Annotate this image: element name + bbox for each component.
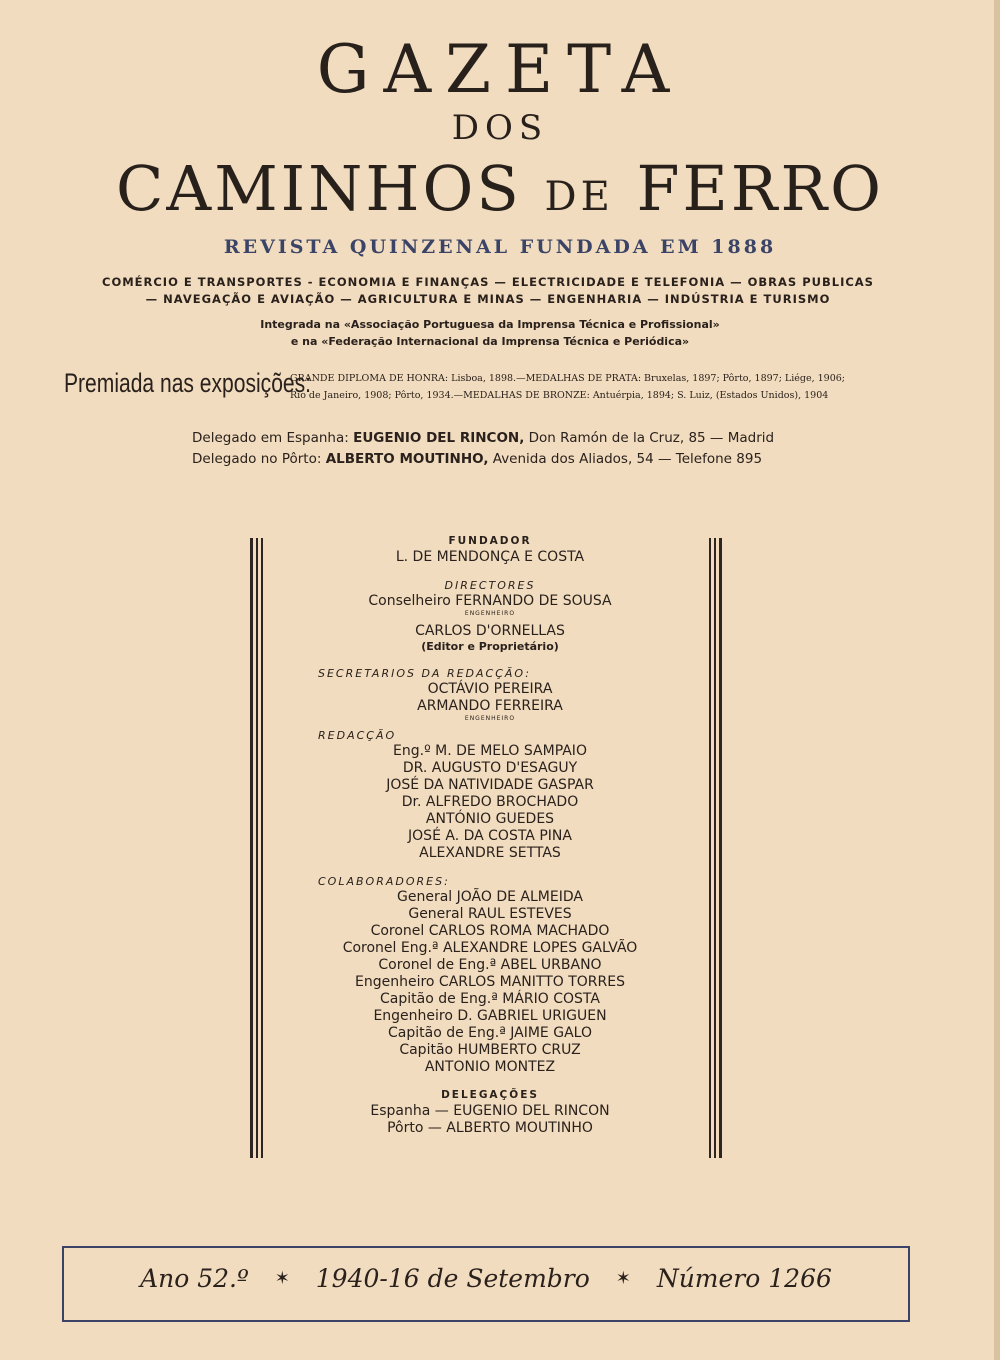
right-rule-inner [709,538,711,1158]
issue-number: Número 1266 [656,1264,832,1293]
colaborador-item: ANTONIO MONTEZ [424,1059,556,1075]
right-rule-mid [714,538,716,1158]
redaccao-heading: REDACÇÃO [318,729,397,742]
star-separator-icon: ✶ [274,1268,290,1289]
colaboradores-list [300,889,680,1076]
issue-year: Ano 52.º [140,1264,249,1293]
fundador-name: L. DE MENDONÇA E COSTA [395,549,585,565]
title-de: DE [544,174,614,220]
delegate-porto-label: Delegado no Pôrto: [192,451,322,467]
colaborador-item: General JOÃO DE ALMEIDA [397,889,583,905]
secretario-2: ARMANDO FERREIRA [417,698,563,714]
title-caminhos: CAMINHOS [115,152,522,225]
colaborador-item: Capitão de Eng.ª JAIME GALO [388,1025,592,1041]
delegate-porto [192,451,762,467]
director-1: Conselheiro FERNANDO DE SOUSA [368,593,612,609]
colaborador-item: Coronel de Eng.ª ABEL URBANO [378,957,602,973]
topics-line-2: — NAVEGAÇÃO E AVIAÇÃO — AGRICULTURA E MINAS — ENGENHARIA — INDÚSTRIA E TURISMO [145,292,831,306]
delegate-porto-address: Avenida dos Aliados, 54 — Telefone 895 [492,451,763,467]
redaccao-item: DR. AUGUSTO D'ESAGUY [402,760,578,776]
director-1-note: ENGENHEIRO [464,610,516,617]
association-line-1: Integrada na «Associação Portuguesa da Imprensa Técnica e Profissional» [260,318,720,331]
left-rule-outer [250,538,253,1158]
delegate-spain-address: Don Ramón de la Cruz, 85 — Madrid [528,430,775,446]
redaccao-list [300,743,680,862]
redaccao-item: ALEXANDRE SETTAS [419,845,561,861]
secretario-2-note: ENGENHEIRO [464,715,516,722]
director-2: CARLOS D'ORNELLAS [415,623,565,639]
left-rule-mid [256,538,258,1158]
delegacao-spain: Espanha — EUGENIO DEL RINCON [370,1103,610,1119]
colaborador-item: Engenheiro D. GABRIEL URIGUEN [373,1008,607,1024]
delegate-spain [192,430,774,446]
delegate-porto-name: ALBERTO MOUTINHO, [325,451,489,467]
colaborador-item: Coronel Eng.ª ALEXANDRE LOPES GALVÃO [342,940,638,956]
association-line-2: e na «Federação Internacional da Imprensa Técnica e Periódica» [290,335,690,348]
colaborador-item: General RAUL ESTEVES [408,906,572,922]
issue-date: 1940-16 de Setembro [315,1264,590,1293]
colaborador-item: Coronel CARLOS ROMA MACHADO [370,923,610,939]
redaccao-item: Eng.º M. DE MELO SAMPAIO [393,743,587,759]
secretarios-heading: SECRETARIOS DA REDACÇÃO: [318,667,531,680]
staff-list [300,534,680,1137]
delegate-spain-label: Delegado em Espanha: [192,430,349,446]
title-caminhos-de-ferro [0,152,1000,234]
topics-line-1: COMÉRCIO E TRANSPORTES - ECONOMIA E FINANÇAS — ELECTRICIDADE E TELEFONIA — OBRAS PUBLICAS [102,275,874,289]
redaccao-item: ANTÓNIO GUEDES [425,811,555,827]
redaccao-item: Dr. ALFREDO BROCHADO [401,794,579,810]
delegacao-porto: Pôrto — ALBERTO MOUTINHO [387,1120,593,1136]
title-gazeta: GAZETA [316,31,684,108]
delegate-spain-name: EUGENIO DEL RINCON, [353,430,525,446]
right-rule-outer [719,538,722,1158]
fundador-heading: FUNDADOR [448,535,532,547]
delegacoes-heading: DELEGAÇÕES [441,1089,539,1101]
title-ferro: FERRO [636,152,884,225]
colaborador-item: Capitão HUMBERTO CRUZ [399,1042,581,1058]
directores-heading: DIRECTORES [444,579,536,592]
issue-info-box [62,1246,910,1322]
secretario-1: OCTÁVIO PEREIRA [427,681,553,697]
subtitle: REVISTA QUINZENAL FUNDADA EM 1888 [223,236,777,258]
colaborador-item: Engenheiro CARLOS MANITTO TORRES [354,974,625,990]
colaboradores-heading: COLABORADORES: [318,875,450,888]
colaborador-item: Capitão de Eng.ª MÁRIO COSTA [380,991,600,1007]
exhibitions-line-1: GRANDE DIPLOMA DE HONRA: Lisboa, 1898.—MEDALHAS DE PRATA: Bruxelas, 1897; Pôrto, 1897; Liége, 1906; [290,373,846,384]
director-2-note: (Editor e Proprietário) [421,640,559,653]
redaccao-item: JOSÉ A. DA COSTA PINA [408,828,572,844]
exhibitions-line-2: Rio de Janeiro, 1908; Pôrto, 1934.—MEDALHAS DE BRONZE: Antuérpia, 1894; S. Luiz, (Estados Unidos), 1904 [290,390,829,401]
exhibitions-label: Premiada nas exposições: [64,368,312,398]
title-dos: DOS [451,108,549,148]
left-rule-inner [261,538,263,1158]
redaccao-item: JOSÉ DA NATIVIDADE GASPAR [386,777,594,793]
issue-info [64,1264,908,1293]
star-separator-icon: ✶ [615,1268,631,1289]
